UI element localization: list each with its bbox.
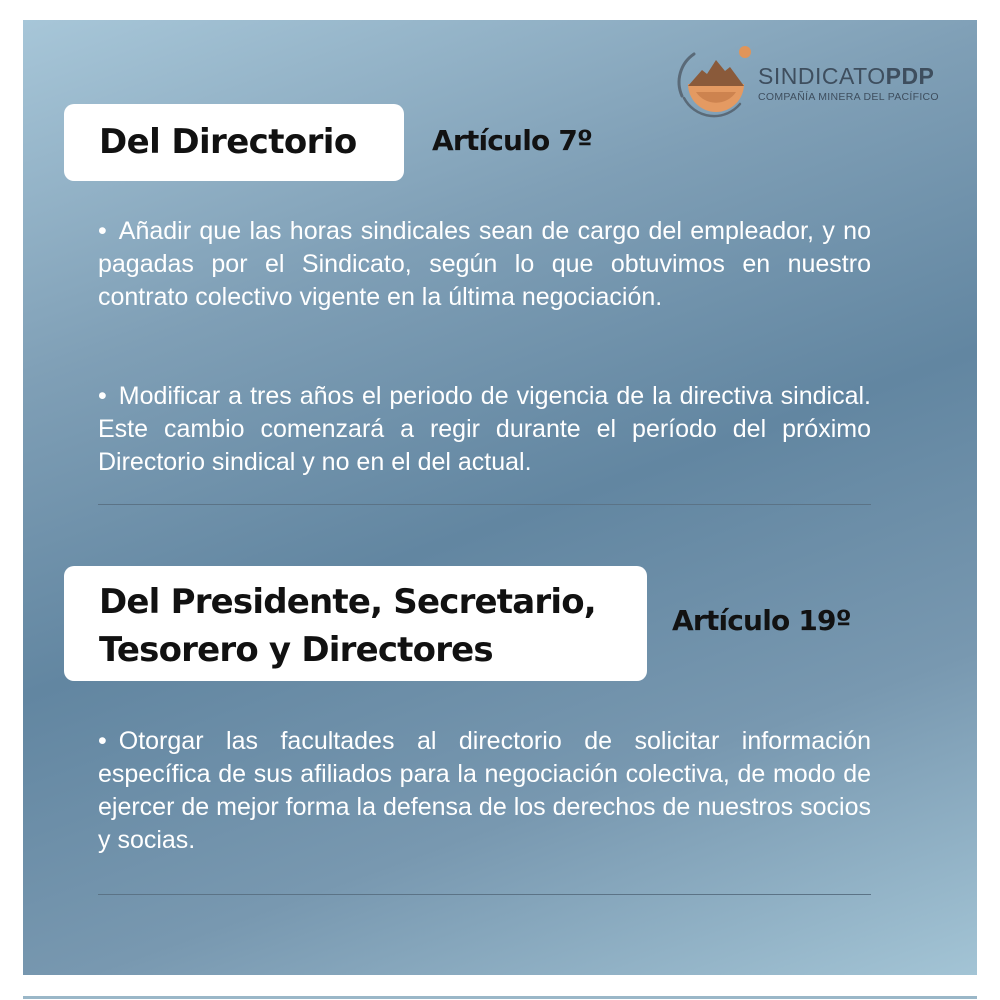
bottom-rule — [23, 996, 977, 999]
section-title-box-presidente — [64, 566, 647, 681]
bullet-icon: • — [98, 217, 107, 245]
mountain-sun-logo-icon — [674, 40, 754, 120]
logo-title — [758, 63, 939, 89]
section-title: Del Directorio — [99, 122, 357, 162]
article-label: Artículo 7º — [432, 124, 593, 157]
section-title-line-2: Tesorero y Directores — [99, 630, 493, 670]
divider — [98, 504, 871, 505]
paragraph — [98, 215, 871, 314]
section-title-box-directorio — [64, 104, 404, 181]
paragraph-text: Añadir que las horas sindicales sean de cargo del empleador, y no pagadas por el Sindicato, según lo que obtuvimos en nuestro contrato colectivo vigente en la última negociación. — [98, 217, 871, 311]
logo-name-bold: PDP — [885, 63, 935, 89]
logo-text — [758, 63, 939, 103]
bullet-icon: • — [98, 382, 107, 410]
paragraph-text: Otorgar las facultades al directorio de solicitar información específica de sus afiliados para la negociación colectiva, de modo de ejercer de mejor forma la defensa de los derechos de nuestros socios y socias. — [98, 727, 871, 854]
paragraph — [98, 380, 871, 479]
sindicato-logo — [674, 40, 964, 120]
bullet-icon: • — [98, 727, 107, 755]
divider — [98, 894, 871, 895]
logo-name-light: SINDICATO — [758, 63, 886, 89]
article-label: Artículo 19º — [672, 604, 851, 637]
paragraph-text: Modificar a tres años el periodo de vigencia de la directiva sindical. Este cambio comenzará a regir durante el período del próximo Directorio sindical y no en el del actual. — [98, 382, 871, 476]
section-title-line-1: Del Presidente, Secretario, — [99, 582, 596, 622]
paragraph — [98, 725, 871, 857]
logo-subtitle: COMPAÑÍA MINERA DEL PACÍFICO — [758, 91, 939, 103]
